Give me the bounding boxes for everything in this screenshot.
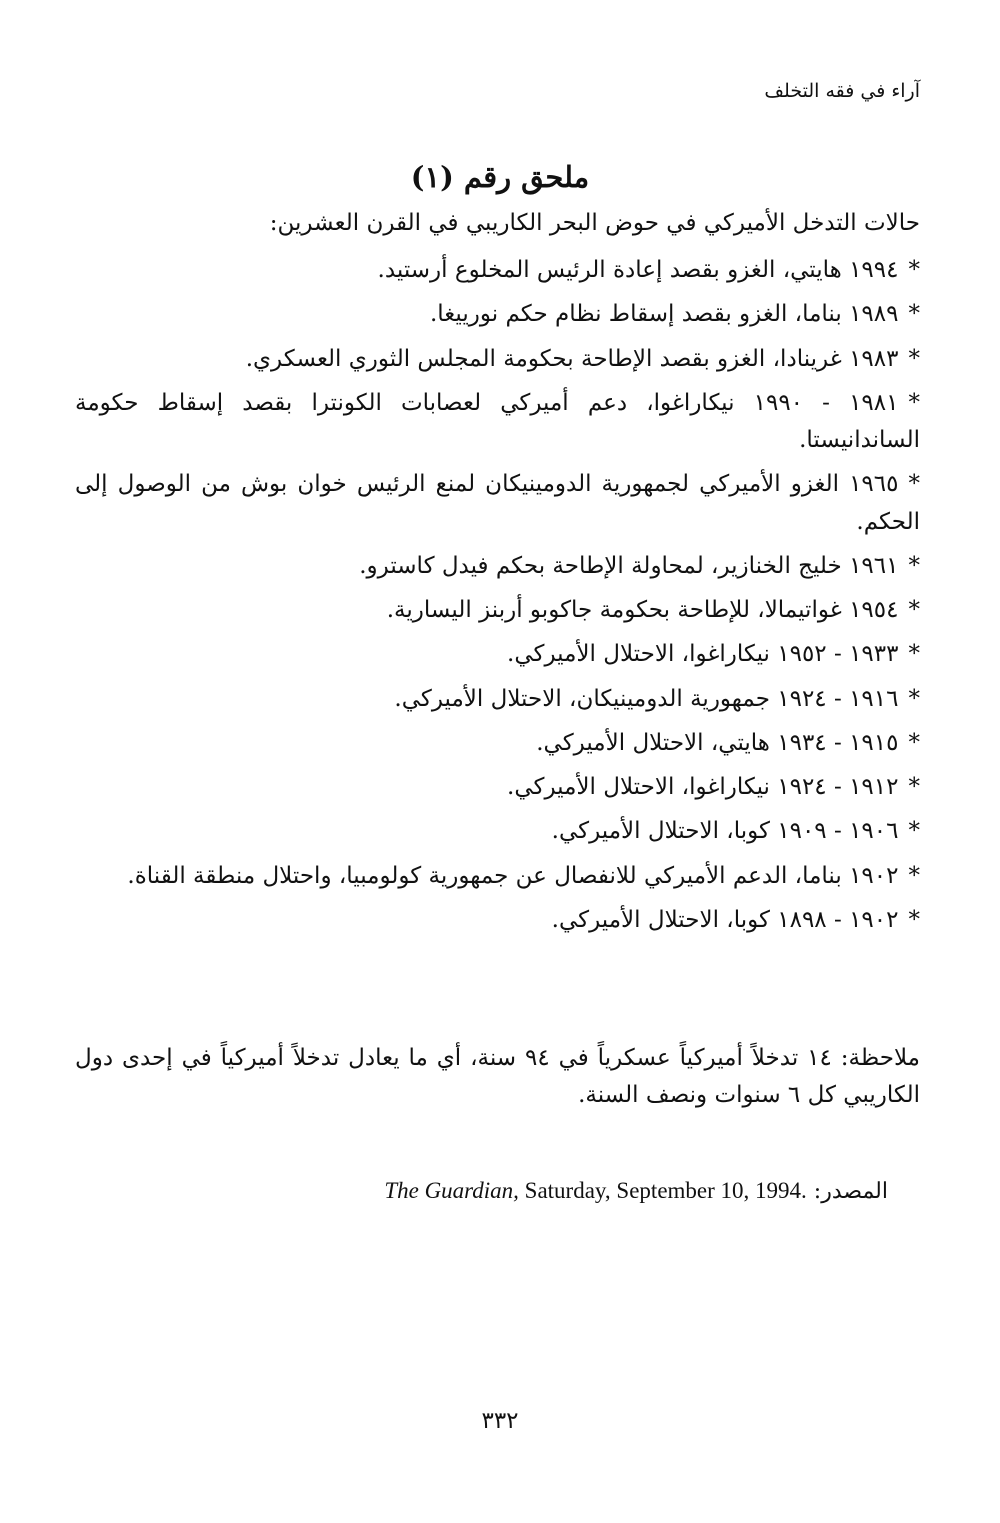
asterisk-icon: * [908,345,920,372]
source-line [384,1178,888,1204]
running-head: آراء في فقه التخلف [764,80,920,102]
list-item [75,636,920,673]
entry-text: ١٩٨١ - ١٩٩٠ نيكاراغوا، دعم أميركي لعصابات الكونترا بقصد إسقاط حكومة الساندانيستا. [75,389,920,453]
list-item [75,466,920,541]
entry-text: ١٩٩٤ هايتي، الغزو بقصد إعادة الرئيس المخلوع أرستيد. [377,257,899,283]
asterisk-icon: * [908,729,920,756]
intervention-list [75,252,920,946]
entry-text: ١٩١٢ - ١٩٢٤ نيكاراغوا، الاحتلال الأميركي. [507,774,899,800]
entry-text: ١٩٠٢ - ١٨٩٨ كوبا، الاحتلال الأميركي. [551,906,899,933]
list-item [75,341,920,378]
entry-text: ١٩٨٩ بناما، الغزو بقصد إسقاط نظام حكم نورييغا. [429,301,899,328]
intro-line: حالات التدخل الأميركي في حوض البحر الكاريبي في القرن العشرين: [269,210,920,236]
entry-text: ١٩٦١ خليج الخنازير، لمحاولة الإطاحة بحكم فيدل كاسترو. [359,552,899,579]
entry-text: ١٩١٦ - ١٩٢٤ جمهورية الدومينيكان، الاحتلال الأميركي. [394,685,899,712]
list-item [75,769,920,806]
list-item [75,252,920,289]
list-item [75,296,920,333]
note-paragraph: ملاحظة: ١٤ تدخلاً أميركياً عسكرياً في ٩٤ سنة، أي ما يعادل تدخلاً أميركياً في إحدى دول الكاريبي كل ٦ سنوات ونصف السنة. [75,1045,920,1109]
entry-text: ١٩٠٢ بناما، الدعم الأميركي للانفصال عن جمهورية كولومبيا، واحتلال منطقة القناة. [127,862,899,889]
source-label: المصدر: [813,1179,888,1204]
asterisk-icon: * [908,774,920,800]
entry-text: ١٩٨٣ غرينادا، الغزو بقصد الإطاحة بحكومة المجلس الثوري العسكري. [245,345,899,372]
list-item [75,548,920,585]
list-item [75,385,920,460]
list-item [75,813,920,850]
asterisk-icon: * [908,862,920,889]
entry-text: ١٩٥٤ غواتيمالا، للإطاحة بحكومة جاكوبو أربنز اليسارية. [386,597,899,623]
source-citation [384,1178,806,1203]
asterisk-icon: * [908,471,920,498]
asterisk-icon: * [908,818,920,845]
list-item [75,725,920,762]
asterisk-icon: * [908,641,920,668]
asterisk-icon: * [908,906,920,933]
list-item [75,858,920,895]
source-date: Saturday, September 10, 1994. [518,1178,807,1203]
asterisk-icon: * [908,257,920,283]
asterisk-icon: * [908,389,920,416]
list-item [75,592,920,629]
entry-text: ١٩١٥ - ١٩٣٤ هايتي، الاحتلال الأميركي. [536,729,899,756]
list-item [75,681,920,718]
entry-text: ١٩٦٥ الغزو الأميركي لجمهورية الدومينيكان لمنع الرئيس خوان بوش من الوصول إلى الحكم. [75,471,920,535]
asterisk-icon: * [908,685,920,712]
page-number: ٣٣٢ [481,1408,519,1434]
asterisk-icon: * [908,597,920,623]
asterisk-icon: * [908,552,920,579]
list-item [75,902,920,939]
entry-text: ١٩٠٦ - ١٩٠٩ كوبا، الاحتلال الأميركي. [551,818,899,845]
asterisk-icon: * [908,301,920,328]
appendix-heading: ملحق رقم (١) [410,160,590,194]
source-publication: The Guardian, [384,1178,519,1203]
entry-text: ١٩٣٣ - ١٩٥٢ نيكاراغوا، الاحتلال الأميركي. [507,641,899,668]
